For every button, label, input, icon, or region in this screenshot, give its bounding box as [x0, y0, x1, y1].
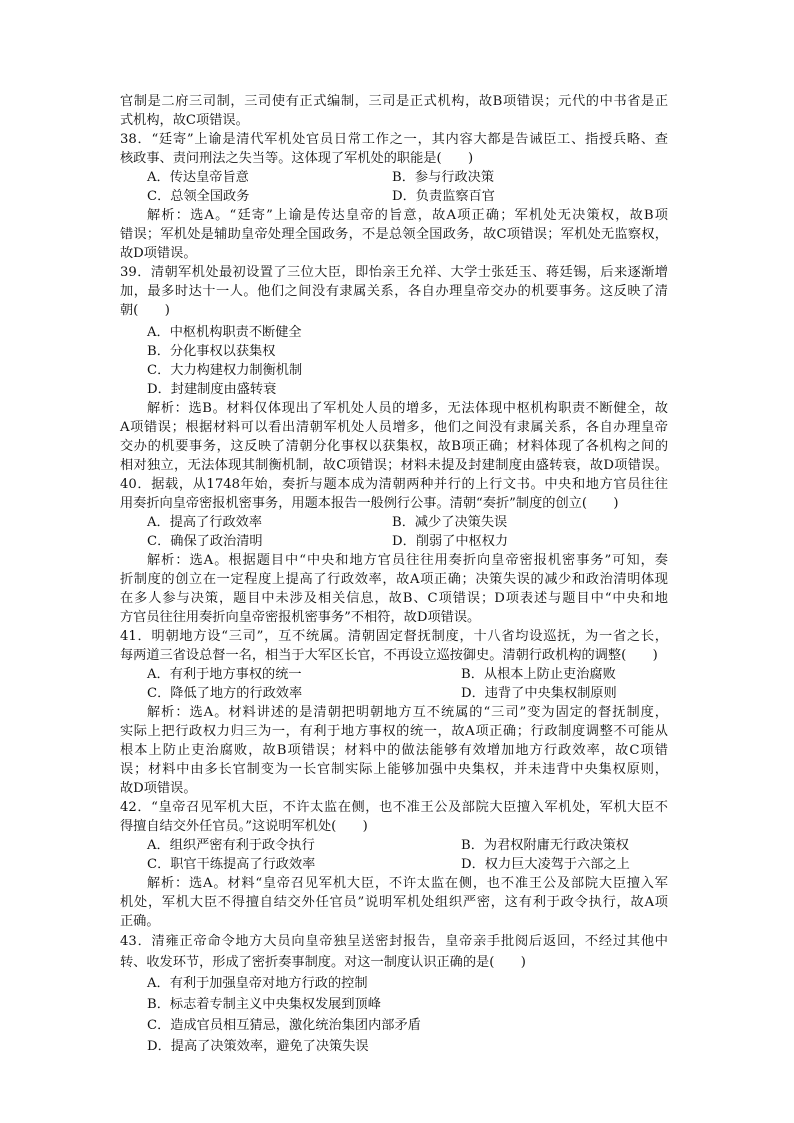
option-a: A．传达皇帝旨意 [147, 170, 249, 185]
analysis-line: 根本上防止吏治腐败，故B项错误；材料中的做法能够有效增加地方行政效率，故C项错 [120, 743, 668, 758]
option-b: B．分化事权以获集权 [147, 344, 276, 359]
option-c: C．造成官员相互猜忌，激化统治集团内部矛盾 [147, 1018, 421, 1033]
analysis-line: 机处，军机大臣不得擅自结交外任官员”说明军机处组织严密，这有利于政令执行，故A项 [120, 895, 668, 910]
option-c: C．确保了政治清明 [147, 534, 263, 549]
analysis-line: 方官员往往用奏折向皇帝密报机密事务”不相符，故D项错误。 [120, 610, 481, 625]
question-41 [0, 627, 794, 798]
question-stem: 41．明朝地方设“三司”，互不统属。清朝固定督抚制度，十八省均设巡抚，为一省之长， [120, 629, 668, 644]
question-stem: 转、收发环节，形成了密折奏事制度。对这一制度认识正确的是( ) [120, 955, 526, 970]
analysis-line: 正确。 [120, 914, 160, 929]
analysis-line: 误；材料中由多长官制变为一长官制实际上能够加强中央集权，并未违背中央集权原则， [120, 762, 668, 777]
question-stem: 核政事、责问刑法之失当等。这体现了军机处的职能是( ) [120, 151, 474, 166]
question-stem: 42．“皇帝召见军机大臣，不许太监在侧，也不准王公及部院大臣擅入军机处，军机大臣不 [120, 800, 668, 815]
option-c: C．职官干练提高了行政效率 [147, 857, 316, 872]
analysis-line: 解析：选A。“廷寄”上谕是传达皇帝的旨意，故A项正确；军机处无决策权，故B项 [147, 208, 668, 223]
option-c: C．降低了地方的行政效率 [147, 686, 303, 701]
document-page [0, 92, 794, 1057]
analysis-line: 解析：选A。根据题目中“中央和地方官员往往用奏折向皇帝密报机密事务”可知，奏 [147, 553, 668, 568]
option-d: D．削弱了中枢权力 [392, 534, 509, 549]
option-d: D．违背了中央集权制原则 [461, 686, 617, 701]
option-a: A．有利于地方事权的统一 [147, 667, 302, 682]
question-40 [0, 475, 794, 627]
question-stem: 加，最多时达十一人。他们之间没有隶属关系，各自办理皇帝交办的机要事务。这反映了清 [120, 284, 668, 299]
question-42 [0, 798, 794, 931]
question-38 [0, 130, 794, 263]
analysis-line: 故D项错误。 [120, 246, 197, 261]
question-stem: 43．清雍正帝命令地方大员向皇帝独呈送密封报告，皇帝亲手批阅后返回，不经过其他中 [120, 934, 668, 949]
question-stem: 38．“廷寄”上谕是清代军机处官员日常工作之一，其内容大都是告诫臣工、指授兵略、查 [120, 132, 668, 147]
analysis-line: 故D项错误。 [120, 781, 197, 796]
analysis-line: 解析：选B。材料仅体现出了军机处人员的增多，无法体现中枢机构职责不断健全，故 [147, 401, 668, 416]
option-d: D．提高了决策效率，避免了决策失误 [147, 1039, 369, 1054]
option-d: D．封建制度由盛转衰 [147, 382, 277, 397]
analysis-line: A项错误；根据材料可以看出清朝军机处人员增多，他们之间没有隶属关系，各自办理皇帝 [120, 420, 668, 435]
question-stem: 用奏折向皇帝密报机密事务，用题本报告一般例行公事。清朝“奏折”制度的创立( ) [120, 496, 619, 511]
option-c: C．总领全国政务 [147, 189, 250, 204]
question-43 [0, 931, 794, 1057]
option-d: D．负责监察百官 [392, 189, 495, 204]
option-b: B．参与行政决策 [392, 170, 495, 185]
text-line: 官制是二府三司制，三司使有正式编制，三司是正式机构，故B项错误；元代的中书省是正 [120, 94, 668, 109]
analysis-line: 交办的机要事务，这反映了清朝分化事权以获集权，故B项正确；材料体现了各机构之间的 [120, 439, 668, 454]
option-a: A．中枢机构职责不断健全 [147, 325, 302, 340]
question-stem: 得擅自结交外任官员。”这说明军机处( ) [120, 819, 368, 834]
question-39 [0, 263, 794, 475]
analysis-line: 相对独立，无法体现其制衡机制，故C项错误；材料未提及封建制度由盛转衰，故D项错误。 [120, 458, 668, 473]
option-b: B．从根本上防止吏治腐败 [461, 667, 616, 682]
option-b: B．为君权附庸无行政决策权 [461, 838, 629, 853]
analysis-line: 解析：选A。材料“皇帝召见军机大臣，不许太监在侧，也不准王公及部院大臣擅入军 [147, 876, 668, 891]
question-stem: 每两道三省设总督一名，相当于大军区长官，不再设立巡按御史。清朝行政机构的调整( ) [120, 648, 658, 663]
option-b: B．减少了决策失误 [392, 515, 508, 530]
question-stem: 39．清朝军机处最初设置了三位大臣，即怡亲王允祥、大学士张廷玉、蒋廷锡，后来逐渐增 [120, 265, 668, 280]
analysis-line: 折制度的创立在一定程度上提高了行政效率，故A项正确；决策失误的减少和政治清明体现 [120, 572, 668, 587]
option-b: B．标志着专制主义中央集权发展到顶峰 [147, 997, 381, 1012]
option-c: C．大力构建权力制衡机制 [147, 363, 303, 378]
option-a: A．提高了行政效率 [147, 515, 263, 530]
text-line: 式机构，故C项错误。 [120, 113, 249, 128]
question-stem: 40．据载，从1748年始，奏折与题本成为清朝两种并行的上行文书。中央和地方官员往往 [120, 477, 668, 492]
option-d: D．权力巨大凌驾于六部之上 [461, 857, 630, 872]
analysis-line: 实际上把行政权力归三为一，有利于地方事权的统一，故A项正确；行政制度调整不可能从 [120, 724, 668, 739]
analysis-line: 在多人参与决策，题目中未涉及相关信息，故B、C项错误；D项表述与题目中“中央和地 [120, 591, 668, 606]
question-stem: 朝( ) [120, 303, 170, 318]
option-a: A．组织严密有利于政令执行 [147, 838, 315, 853]
analysis-line: 解析：选A。材料讲述的是清朝把明朝地方互不统属的“三司”变为固定的督抚制度， [147, 705, 668, 720]
option-a: A．有利于加强皇帝对地方行政的控制 [147, 976, 368, 991]
analysis-line: 错误；军机处是辅助皇帝处理全国政务，不是总领全国政务，故C项错误；军机处无监察权， [120, 227, 668, 242]
